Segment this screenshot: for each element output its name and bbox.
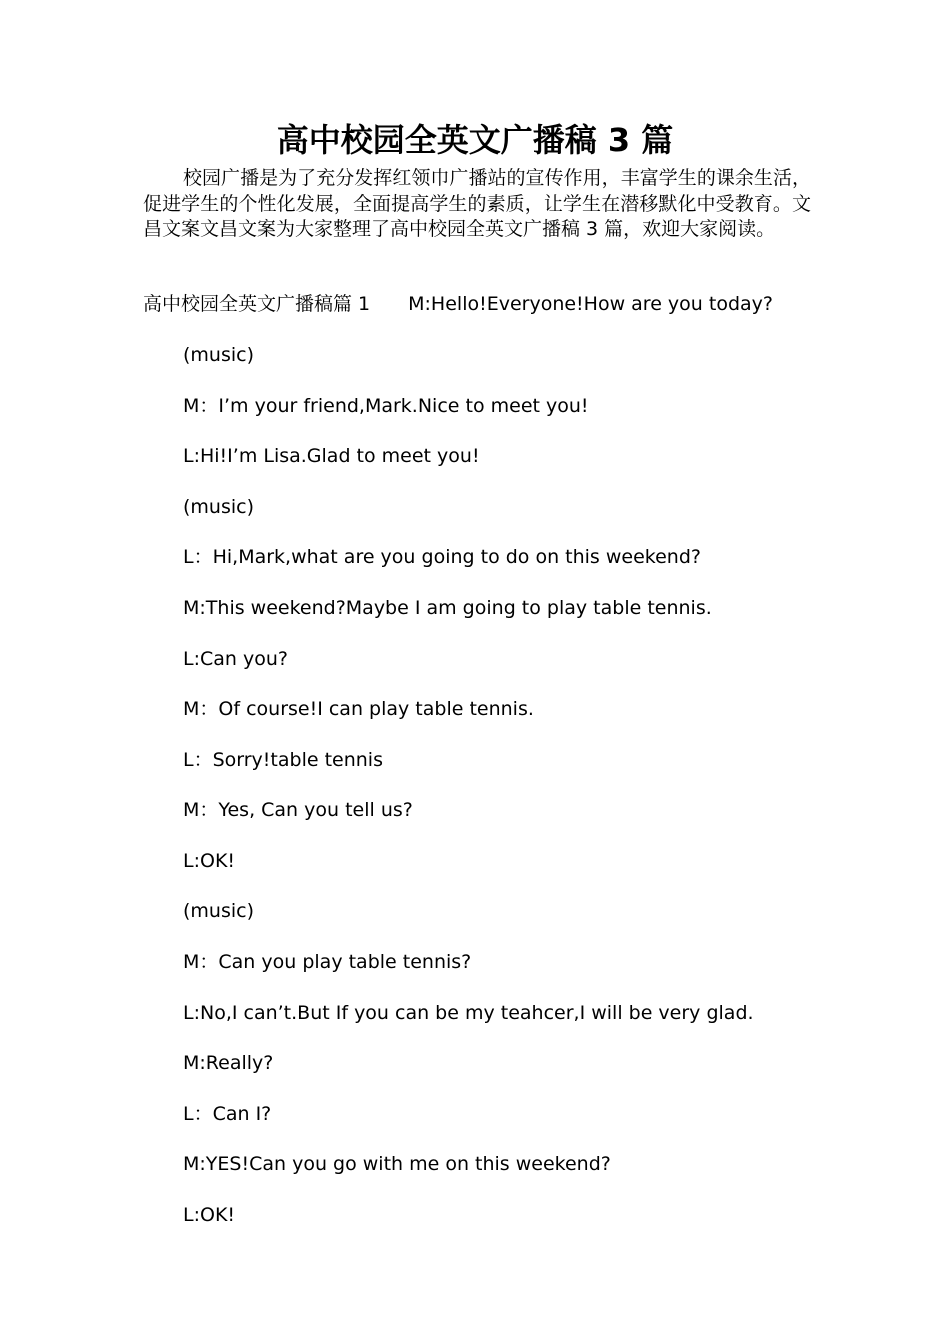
dialogue-line: L：Sorry!table tennis	[183, 749, 383, 771]
dialogue-line: M：Of course!I can play table tennis.	[183, 698, 534, 720]
dialogue-line: M:This weekend?Maybe I am going to play table tennis.	[183, 597, 712, 619]
dialogue-line: (music)	[183, 496, 254, 518]
dialogue-line: L:OK!	[183, 850, 236, 872]
dialogue-line: L:Can you?	[183, 648, 288, 670]
dialogue-line: (music)	[183, 344, 254, 366]
section-heading-row	[143, 291, 773, 317]
dialogue-line: (music)	[183, 900, 254, 922]
dialogue-line: M:YES!Can you go with me on this weekend?	[183, 1153, 611, 1175]
dialogue-line: L:No,I can’t.But If you can be my teahcer,I will be very glad.	[183, 1002, 754, 1024]
dialogue-line: L：Can I?	[183, 1103, 272, 1125]
dialogue-line: M：Yes, Can you tell us?	[183, 799, 413, 821]
dialogue-line: L:Hi!I’m Lisa.Glad to meet you!	[183, 445, 480, 467]
document-title: 高中校园全英文广播稿 3 篇	[276, 121, 674, 159]
intro-paragraph: 校园广播是为了充分发挥红领巾广播站的宣传作用，丰富学生的课余生活，促进学生的个性化发展，全面提高学生的素质，让学生在潜移默化中受教育。文昌文案文昌文案为大家整理了高中校园全英文广播稿 3 篇，欢迎大家阅读。	[143, 167, 811, 240]
dialogue-line: M:Hello!Everyone!How are you today?	[408, 293, 773, 315]
dialogue-line: M:Really?	[183, 1052, 274, 1074]
section-heading: 高中校园全英文广播稿篇 1	[143, 293, 371, 315]
dialogue-line: M：I’m your friend,Mark.Nice to meet you!	[183, 395, 589, 417]
dialogue-line: L:OK!	[183, 1204, 236, 1226]
dialogue-line: M：Can you play table tennis?	[183, 951, 472, 973]
dialogue-line: L：Hi,Mark,what are you going to do on this weekend?	[183, 546, 701, 568]
